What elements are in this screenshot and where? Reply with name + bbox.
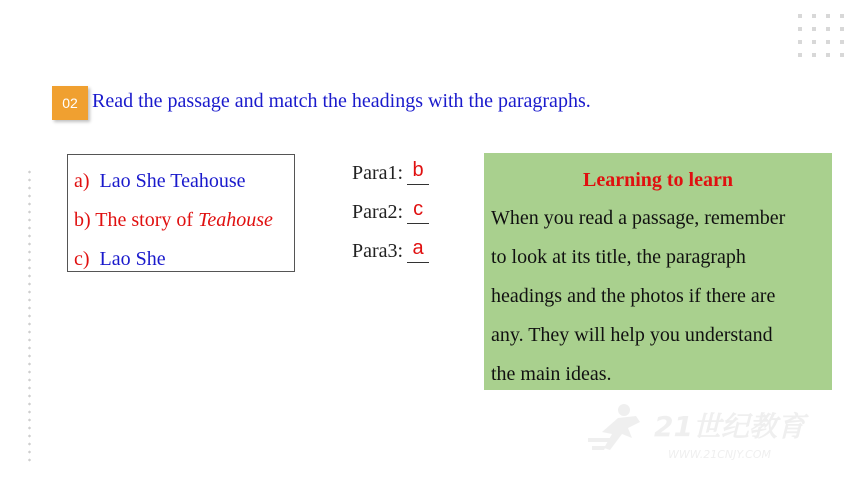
headings-box <box>67 154 295 272</box>
runner-logo-icon <box>588 402 838 462</box>
para-label: Para1: <box>352 162 404 184</box>
answer-blank <box>407 237 429 263</box>
instruction-text: Read the passage and match the headings with the paragraphs. <box>92 90 591 112</box>
heading-text: Lao She <box>99 248 166 270</box>
heading-letter: b) The story of <box>74 209 194 231</box>
tip-line: When you read a passage, remember <box>491 207 786 229</box>
heading-text: Teahouse <box>198 209 273 231</box>
tip-line: the main ideas. <box>491 363 612 385</box>
heading-item-c <box>74 248 166 271</box>
watermark-brand: 21世纪教育 <box>654 410 805 443</box>
answer-letter: a <box>412 237 424 259</box>
heading-text: Lao She Teahouse <box>99 170 246 192</box>
heading-letter: c) <box>74 248 90 270</box>
dot-grid-decoration <box>798 14 846 58</box>
para-label: Para3: <box>352 240 404 262</box>
answer-blank <box>407 159 429 185</box>
watermark-url: WWW.21CNJY.COM <box>668 448 772 461</box>
tip-line: to look at its title, the paragraph <box>491 246 746 268</box>
heading-item-b <box>74 209 273 232</box>
heading-letter: a) <box>74 170 90 192</box>
para-label: Para2: <box>352 201 404 223</box>
para-answer-row <box>352 198 429 224</box>
para-answer-row <box>352 237 429 263</box>
answer-letter: c <box>413 198 424 220</box>
answer-blank <box>407 198 429 224</box>
left-dotted-rule <box>28 168 31 462</box>
answer-letter: b <box>412 159 424 181</box>
heading-item-a <box>74 170 246 193</box>
tip-line: headings and the photos if there are <box>491 285 776 307</box>
tip-line: any. They will help you understand <box>491 324 773 346</box>
brand-watermark <box>588 402 838 462</box>
tip-title: Learning to learn <box>583 169 733 191</box>
section-number-badge: 02 <box>52 86 88 120</box>
para-answer-row <box>352 159 429 185</box>
learning-tip-box <box>484 153 832 390</box>
